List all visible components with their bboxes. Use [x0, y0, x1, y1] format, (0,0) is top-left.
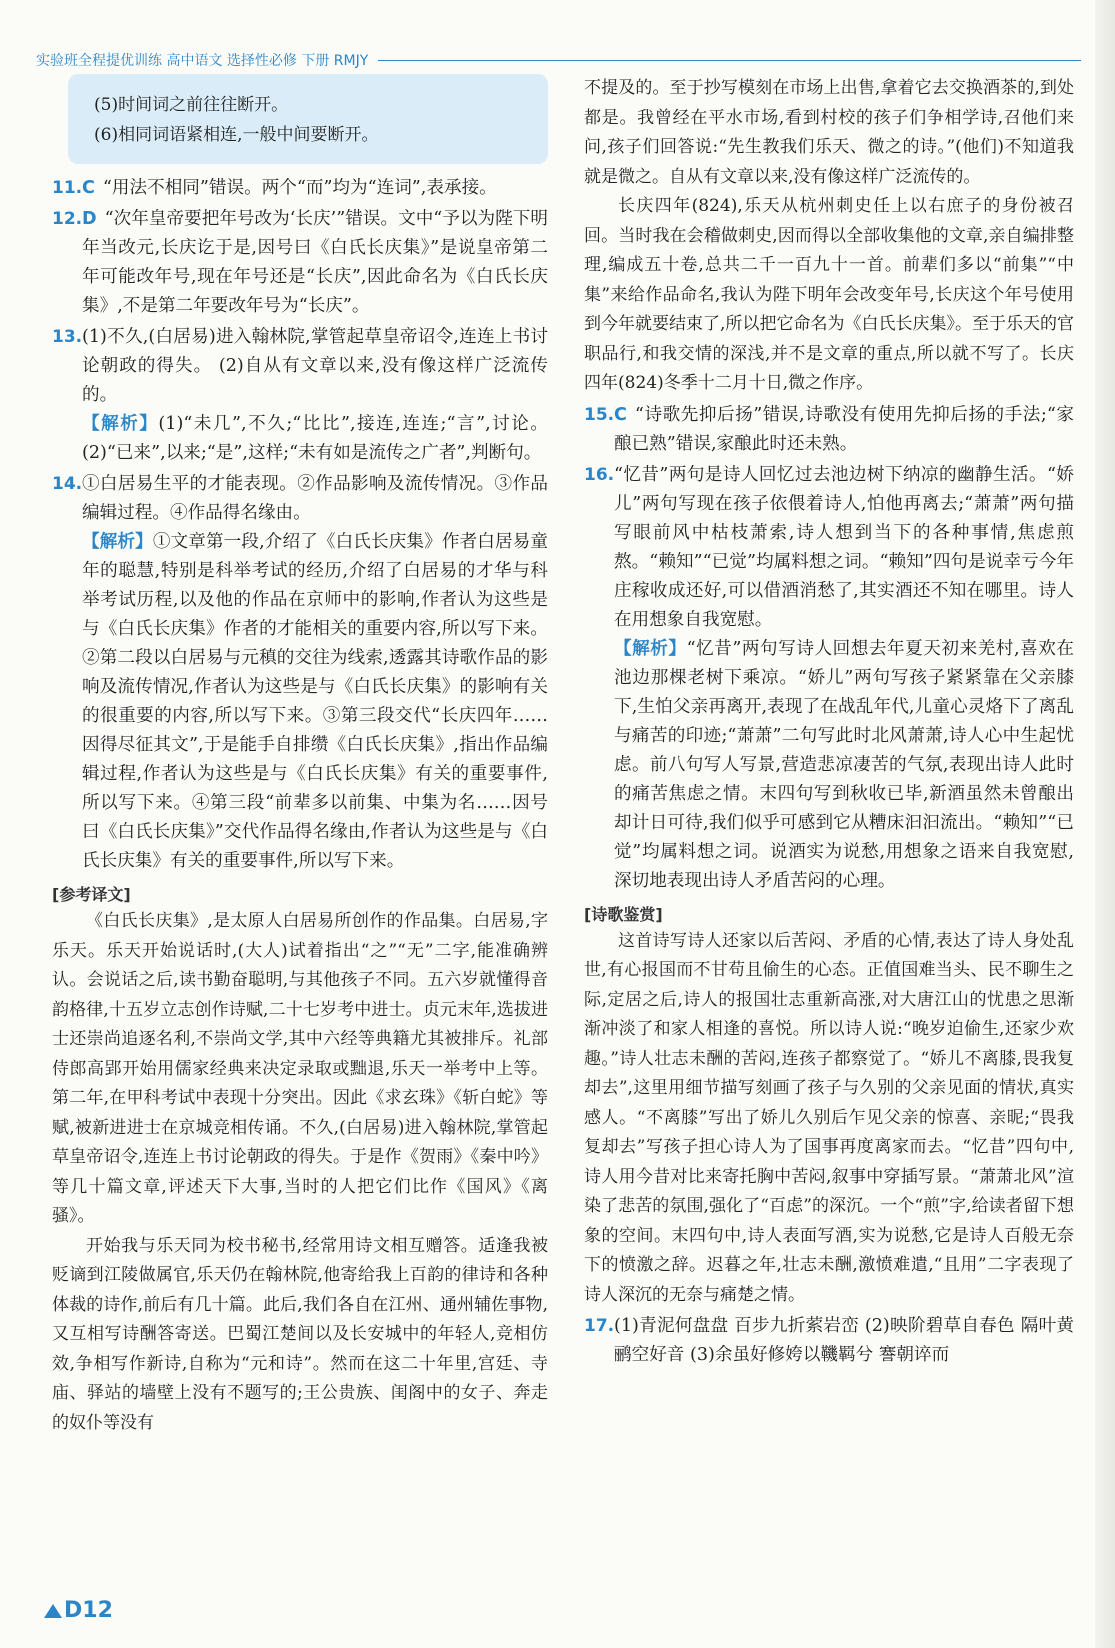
answer-key: C	[614, 404, 627, 425]
poem-appreciation-body	[584, 927, 1074, 1311]
translation-paragraph: 开始我与乐天同为校书秘书,经常用诗文相互赠答。适逢我被贬谪到江陵做属官,乐天仍在翰林院,他寄给我上百韵的律诗和各种体裁的诗作,前后有几十篇。此后,我们各自在江州、通州辅佐事物,又互相写诗酬答寄送。巴蜀江楚间以及长安城中的年轻人,竞相仿效,争相写作新诗,自称为“元和诗”。然而在这二十年里,宫廷、寺庙、驿站的墙壁上没有不题写的;王公贵族、闺阁中的女子、奔走的奴仆等没有	[52, 1235, 548, 1433]
answer-number: 11.	[52, 178, 83, 198]
answer-text: “诗歌先抑后扬”错误,诗歌没有使用先抑后扬的手法;“家酿已熟”错误,家酿此时还未熟。	[614, 404, 1074, 454]
answer-number: 15.	[584, 404, 615, 425]
answer-number: 16.	[584, 464, 615, 485]
answer-13	[52, 323, 548, 468]
answer-number: 17.	[584, 1316, 615, 1336]
right-column	[584, 74, 1074, 1370]
analysis-label: 【解析】	[82, 532, 153, 552]
header-rule	[378, 60, 1081, 61]
answer-text: ①白居易生平的才能表现。②作品影响及流传情况。③作品编辑过程。④作品得名缘由。	[82, 474, 548, 523]
answer-16	[584, 461, 1074, 896]
answer-key: D	[82, 209, 97, 229]
answer-17	[584, 1312, 1074, 1370]
poem-paragraph: 这首诗写诗人还家以后苦闷、矛盾的心情,表达了诗人身处乱世,有心报国而不甘苟且偷生的心态。正值国难当头、民不聊生之际,定居之后,诗人的报国壮志重新高涨,对大唐江山的忧患之思渐渐冲淡了和家人相逢的喜悦。所以诗人说:“晚岁迫偷生,还家少欢趣。”诗人壮志未酬的苦闷,连孩子都察觉了。“娇儿不离膝,畏我复却去”,这里用细节描写刻画了孩子与久别的父亲见面的情状,真实感人。“不离膝”写出了娇儿久别后乍见父亲的惊喜、亲昵;“畏我复却去”写孩子担心诗人为了国事再度离家而去。“忆昔”四句中,诗人用今昔对比来寄托胸中苦闷,叙事中穿插写景。“萧萧北风”渲染了悲苦的氛围,强化了“百虑”的深沉。一个“煎”字,给读者留下想象的空间。末四句中,诗人表面写酒,实为说愁,它是诗人百般无奈下的愤激之辞。迟暮之年,壮志未酬,激愤难遣,“且用”二字表现了诗人深沉的无奈与痛楚之情。	[584, 930, 1074, 1305]
answer-15	[584, 401, 1074, 459]
page-edge-shadow	[1095, 0, 1115, 1648]
translation-section-tag: [参考译文]	[52, 885, 131, 904]
answer-text: (1)不久,(白居易)进入翰林院,掌管起草皇帝诏令,连连上书讨论朝政的得失。 (2)自从有文章以来,没有像这样广泛流传的。	[82, 327, 548, 405]
translation-body	[52, 907, 548, 1438]
translation-paragraph: 不提及的。至于抄写模刻在市场上出售,拿着它去交换酒茶的,到处都是。我曾经在平水市场,看到村校的孩子们争相学诗,召他们来问,孩子们回答说:“先生教我们乐天、微之的诗。”(他们)不知道我就是微之。自从有文章以来,没有像这样广泛流传的。	[584, 78, 1074, 187]
analysis-label: 【解析】	[614, 638, 687, 659]
answer-number: 12.	[52, 209, 83, 229]
translation-paragraph: 《白氏长庆集》,是太原人白居易所创作的作品集。白居易,字乐天。乐天开始说话时,(大人)试着指出“之”“无”二字,能准确辨认。会说话之后,读书勤奋聪明,与其他孩子不同。五六岁就懂得音韵格律,十五岁立志创作诗赋,二十七岁考中进士。贞元末年,选拔进士还崇尚追逐名利,不崇尚文学,其中六经等典籍尤其被排斥。礼部侍郎高郢开始用儒家经典来决定录取或黜退,乐天一举考中上等。第二年,在甲科考试中表现十分突出。因此《求玄珠》《斩白蛇》等赋,被新进进士在京城竞相传诵。不久,(白居易)进入翰林院,掌管起草皇帝诏令,连连上书讨论朝政的得失。于是作《贺雨》《秦中吟》等几十篇文章,评述天下大事,当时的人把它们比作《国风》《离骚》。	[52, 911, 548, 1226]
answer-key: C	[82, 178, 95, 198]
answer-14	[52, 470, 548, 876]
answer-number: 14.	[52, 474, 83, 494]
note-line: (6)相同词语紧相连,一般中间要断开。	[94, 125, 379, 145]
answer-text: “用法不相同”错误。两个“而”均为“连词”,表承接。	[102, 178, 497, 198]
left-column	[52, 74, 548, 1438]
note-line: (5)时间词之前往往断开。	[94, 95, 289, 115]
answer-12	[52, 205, 548, 321]
translation-continued	[584, 74, 1074, 399]
poem-appreciation-tag: [诗歌鉴赏]	[584, 904, 663, 924]
answer-11	[52, 174, 548, 203]
translation-paragraph: 长庆四年(824),乐天从杭州刺史任上以右庶子的身份被召回。当时我在会稽做刺史,因而得以全部收集他的文章,亲自编排整理,编成五十卷,总共二千一百九十一首。前辈们多以“前集”“中集”来给作品命名,我认为陛下明年会改变年号,长庆这个年号使用到今年就要结束了,所以把它命名为《白氏长庆集》。至于乐天的官职品行,和我交情的深浅,并不是文章的重点,所以就不写了。长庆四年(824)冬季十二月十日,微之作序。	[584, 196, 1074, 393]
analysis-label: 【解析】	[82, 414, 159, 434]
header-title: 实验班全程提优训练 高中语文 选择性必修 下册 RMJY	[36, 53, 369, 69]
answer-text: (1)青泥何盘盘 百步九折萦岩峦 (2)映阶碧草自春色 隔叶黄鹂空好音 (3)余虽好修姱以鞿羁兮 謇朝谇而	[614, 1316, 1074, 1365]
analysis-text: (1)“未几”,不久;“比比”,接连,连连;“言”,讨论。(2)“已来”,以来;“是”,这样;“未有如是流传之广者”,判断句。	[82, 414, 548, 463]
analysis-text: “忆昔”两句写诗人回想去年夏天初来羌村,喜欢在池边那棵老树下乘凉。“娇儿”两句写孩子紧紧靠在父亲膝下,生怕父亲再离开,表现了在战乱年代,儿童心灵烙下了离乱与痛苦的印迹;“萧萧”二句写此时北风萧萧,诗人心中生起忧虑。前八句写人写景,营造悲凉凄苦的气氛,表现出诗人此时的痛苦焦虑之情。末四句写到秋收已毕,新酒虽然未曾酿出却计日可待,我们似乎可感到它从糟床汩汩流出。“赖知”“已觉”均属料想之词。说酒实为说愁,用想象之语来自我宽慰,深切地表现出诗人矛盾苦闷的心理。	[614, 638, 1074, 891]
running-header	[36, 50, 1081, 70]
analysis-text: ①文章第一段,介绍了《白氏长庆集》作者白居易童年的聪慧,特别是科举考试的经历,介绍了白居易的才华与科举考试历程,以及他的作品在京师中的影响,作者认为这些是与《白氏长庆集》作者的才能相关的重要内容,所以写下来。②第二段以白居易与元稹的交往为线索,透露其诗歌作品的影响及流传情况,作者认为这些是与《白氏长庆集》的影响有关的很重要的内容,所以写下来。③第三段交代“长庆四年……因得尽征其文”,于是能手自排缵《白氏长庆集》,指出作品编辑过程,作者认为这些是与《白氏长庆集》有关的重要事件,所以写下来。④第三段“前辈多以前集、中集为名……因号曰《白氏长庆集》”交代作品得名缘由,作者认为这些是与《白氏长庆集》有关的重要事件,所以写下来。	[82, 532, 548, 871]
method-note-box	[68, 74, 548, 164]
page-marker-icon	[44, 1604, 62, 1618]
answer-number: 13.	[52, 327, 83, 347]
page-number	[44, 1598, 113, 1623]
answer-text: “忆昔”两句是诗人回忆过去池边树下纳凉的幽静生活。“娇儿”两句写现在孩子依偎着诗人,怕他再离去;“萧萧”两句描写眼前风中枯枝萧索,诗人想到当下的各种事情,焦虑煎熬。“赖知”“已觉”均属料想之词。“赖知”四句是说幸亏今年庄稼收成还好,可以借酒消愁了,其实酒还不知在哪里。诗人在用想象自我宽慰。	[614, 464, 1074, 630]
page-number-text: D12	[64, 1598, 113, 1623]
answer-text: “次年皇帝要把年号改为‘长庆’”错误。文中“予以为陛下明年当改元,长庆讫于是,因号曰《白氏长庆集》”是说皇帝第二年可能改年号,现在年号还是“长庆”,因此命名为《白氏长庆集》,不是第二年要改年号为“长庆”。	[82, 209, 548, 316]
